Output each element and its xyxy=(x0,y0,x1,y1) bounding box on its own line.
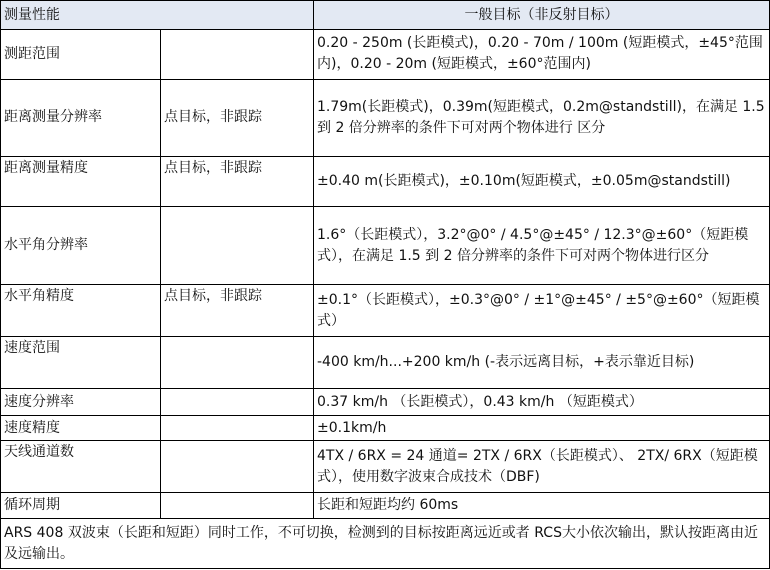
row-value: 1.6°（长距模式），3.2°@0° / 4.5°@±45° / 12.3°@±60°（短距模式），在满足 1.5 到 2 倍分辨率的条件下可对两个物体进行区分 xyxy=(314,206,770,285)
row-value: 0.20 - 250m (长距模式)，0.20 - 70m / 100m (短距模式，±45°范围内)，0.20 - 20m (短距模式，±60°范围内) xyxy=(314,30,770,80)
row-value: 长距和短距均约 60ms xyxy=(314,493,770,519)
table-row xyxy=(1,337,770,389)
row-name: 水平角分辨率 xyxy=(1,206,161,285)
table-row xyxy=(1,493,770,519)
row-value: -400 km/h...+200 km/h (-表示远离目标，+表示靠近目标) xyxy=(314,337,770,389)
row-condition: 点目标，非跟踪 xyxy=(161,156,314,206)
row-value: 4TX / 6RX = 24 通道= 2TX / 6RX（长距模式）、 2TX/ 6RX（短距模式），使用数字波束合成技术（DBF) xyxy=(314,441,770,493)
footer-note: ARS 408 双波束（长距和短距）同时工作，不可切换，检测到的目标按距离远近或者 RCS大小依次输出，默认按距离由近及远输出。 xyxy=(1,519,770,569)
row-name: 循环周期 xyxy=(1,493,161,519)
row-condition xyxy=(161,389,314,416)
row-value: ±0.1°（长距模式），±0.3°@0° / ±1°@±45° / ±5°@±60°（短距模式） xyxy=(314,285,770,337)
table-row xyxy=(1,285,770,337)
row-condition xyxy=(161,416,314,441)
row-name: 距离测量精度 xyxy=(1,156,161,206)
row-name: 距离测量分辨率 xyxy=(1,79,161,156)
row-condition xyxy=(161,206,314,285)
table-row xyxy=(1,389,770,416)
table-row xyxy=(1,79,770,156)
table-header-row xyxy=(1,1,770,30)
row-name: 水平角精度 xyxy=(1,285,161,337)
table-row xyxy=(1,416,770,441)
row-value: 0.37 km/h （长距模式），0.43 km/h （短距模式） xyxy=(314,389,770,416)
header-measurement-performance: 测量性能 xyxy=(1,1,314,30)
row-condition xyxy=(161,441,314,493)
table-row xyxy=(1,206,770,285)
row-condition: 点目标，非跟踪 xyxy=(161,285,314,337)
row-value: ±0.1km/h xyxy=(314,416,770,441)
header-general-target: 一般目标（非反射目标） xyxy=(314,1,770,30)
table-row xyxy=(1,156,770,206)
row-name: 速度精度 xyxy=(1,416,161,441)
row-condition xyxy=(161,337,314,389)
row-condition xyxy=(161,493,314,519)
table-row xyxy=(1,441,770,493)
row-value: ±0.40 m(长距模式)，±0.10m(短距模式，±0.05m@standstill) xyxy=(314,156,770,206)
table-row xyxy=(1,30,770,80)
row-condition xyxy=(161,30,314,80)
row-condition: 点目标，非跟踪 xyxy=(161,79,314,156)
row-name: 测距范围 xyxy=(1,30,161,80)
row-name: 速度分辨率 xyxy=(1,389,161,416)
row-name: 速度范围 xyxy=(1,337,161,389)
footer-row xyxy=(1,519,770,569)
row-name: 天线通道数 xyxy=(1,441,161,493)
row-value: 1.79m(长距模式)，0.39m(短距模式，0.2m@standstill)，在满足 1.5 到 2 倍分辨率的条件下可对两个物体进行 区分 xyxy=(314,79,770,156)
